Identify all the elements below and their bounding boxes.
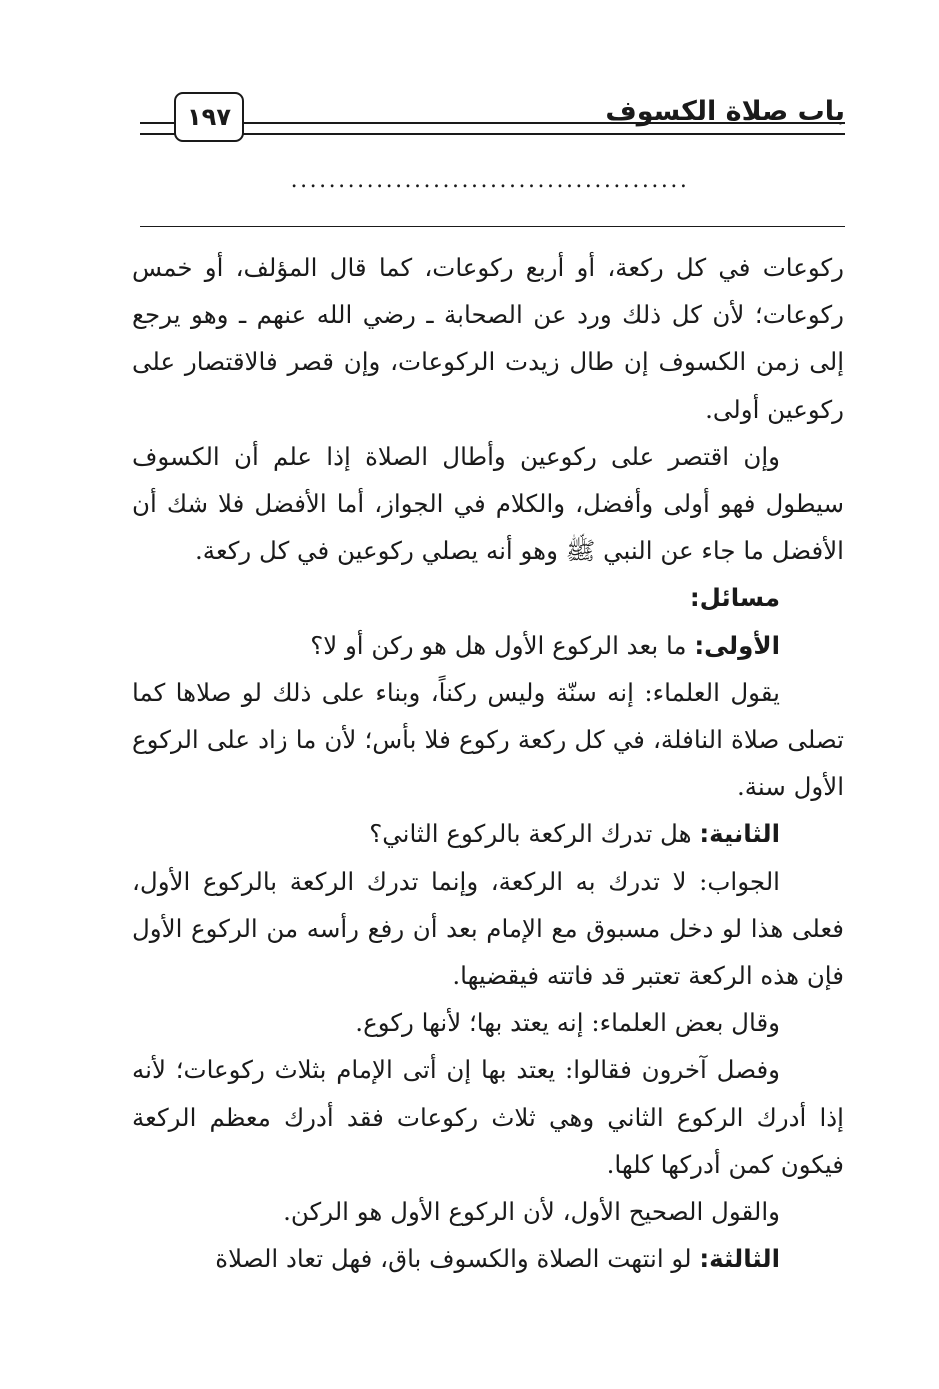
paragraph: يقول العلماء: إنه سنّة وليس ركناً، وبناء على ذلك لو صلاها كما تصلى صلاة النافلة، في كل ركعة ركوع فلا بأس؛ لأن ما زاد على الركوع الأول سنة. — [132, 677, 844, 802]
separator-line — [140, 226, 845, 227]
paragraph: ركوعات في كل ركعة، أو أربع ركوعات، كما قال المؤلف، أو خمس ركوعات؛ لأن كل ذلك ورد عن الصحابة ـ رضي الله عنهم ـ وهو يرجع إلى زمن الكسوف إن طال زيدت الركوعات، وإن قصر فالاقتصار على ركوعين أولى. — [132, 253, 844, 424]
question-label: الثالثة: — [699, 1244, 780, 1274]
page-number: ١٩٧ — [174, 92, 244, 142]
section-heading: مسائل: — [689, 583, 780, 613]
chapter-title: باب صلاة الكسوف — [605, 96, 845, 127]
question-item: الأولى: ما بعد الركوع الأول هل هو ركن أو لا؟ — [310, 630, 780, 660]
question-label: الأولى: — [694, 630, 780, 660]
paragraph: وإن اقتصر على ركوعين وأطال الصلاة إذا علم أن الكسوف سيطول فهو أولى وأفضل، والكلام في الجواز، أما الأفضل فلا شك أن الأفضل ما جاء عن النبي ﷺ وهو أنه يصلي ركوعين في كل ركعة. — [132, 441, 844, 566]
question-item: الثانية: هل تدرك الركعة بالركوع الثاني؟ — [369, 819, 780, 849]
page-body — [132, 244, 844, 1282]
question-label: الثانية: — [699, 819, 780, 849]
page-header — [140, 92, 845, 148]
paragraph: وفصل آخرون فقالوا: يعتد بها إن أتى الإمام بثلاث ركوعات؛ لأنه إذا أدرك الركوع الثاني وهي ثلاث ركوعات فقد أدرك معظم الركعة فيكون كمن أدركها كلها. — [132, 1055, 844, 1179]
paragraph: والقول الصحيح الأول، لأن الركوع الأول هو الركن. — [283, 1197, 780, 1227]
paragraph: الجواب: لا تدرك به الركعة، وإنما تدرك الركعة بالركوع الأول، فعلى هذا لو دخل مسبوق مع الإمام بعد أن رفع رأسه من الركوع الأول فإن هذه الركعة تعتبر قد فاتته فيقضيها. — [132, 866, 844, 991]
question-item: الثالثة: لو انتهت الصلاة والكسوف باق، فهل تعاد الصلاة — [215, 1244, 780, 1274]
dotted-separator: .......................................... — [290, 168, 690, 193]
paragraph: وقال بعض العلماء: إنه يعتد بها؛ لأنها ركوع. — [355, 1008, 780, 1038]
header-rule-left — [140, 122, 176, 135]
